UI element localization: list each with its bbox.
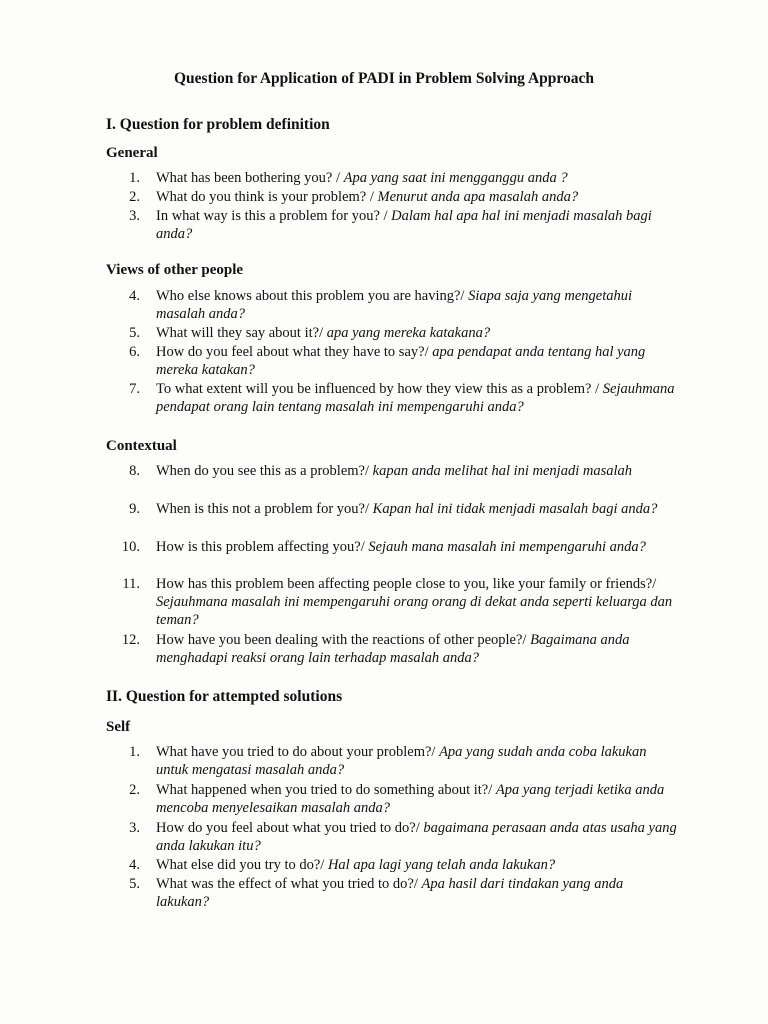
item-number: 11. (122, 576, 140, 592)
item-number: 1. (129, 170, 140, 186)
question-en: To what extent will you be influenced by how they view this as a problem? / (156, 381, 603, 397)
question-en: What was the effect of what you tried to do?/ (156, 876, 422, 892)
question-en: How do you feel about what they have to say?/ (156, 344, 433, 360)
list-item (118, 875, 678, 911)
question-en: What will they say about it?/ (156, 325, 327, 341)
list-item (118, 462, 678, 480)
question-en: What do you think is your problem? / (156, 189, 378, 205)
item-number: 2. (129, 189, 140, 205)
item-number: 5. (129, 876, 140, 892)
question-id: Siapa saja yang mengetahui masalah anda? (156, 288, 633, 322)
question-en: In what way is this a problem for you? / (156, 208, 392, 224)
question-id: Sejauh mana masalah ini mempengaruhi anda? (368, 539, 646, 555)
list-item (118, 819, 678, 855)
question-en: When do you see this as a problem?/ (156, 463, 373, 479)
question-en: What happened when you tried to do something about it?/ (156, 782, 496, 798)
item-number: 2. (129, 782, 140, 798)
question-en: How have you been dealing with the reactions of other people?/ (156, 632, 531, 648)
item-number: 6. (129, 344, 140, 360)
item-number: 10. (121, 539, 140, 555)
question-en: How do you feel about what you tried to do?/ (156, 820, 424, 836)
section-2-heading: II. Question for attempted solutions (106, 688, 343, 705)
question-id: Sejauhmana pendapat orang lain tentang masalah ini mempengaruhi anda? (156, 381, 675, 415)
question-en: When is this not a problem for you?/ (156, 501, 373, 517)
item-number: 4. (129, 857, 140, 873)
list-item (118, 380, 678, 416)
list-item (118, 538, 678, 556)
document-title: Question for Application of PADI in Problem Solving Approach (174, 70, 594, 87)
item-number: 7. (129, 381, 140, 397)
question-en: How is this problem affecting you?/ (156, 539, 369, 555)
views-subheading: Views of other people (106, 262, 244, 278)
question-id: Hal apa lagi yang telah anda lakukan? (327, 857, 556, 873)
question-en: What else did you try to do?/ (156, 857, 328, 873)
item-number: 1. (129, 744, 140, 760)
question-id: apa pendapat anda tentang hal yang mereka katakan? (156, 344, 646, 378)
list-item (118, 343, 678, 379)
question-id: Apa yang saat ini mengganggu anda ? (343, 170, 568, 186)
item-number: 12. (121, 632, 140, 648)
question-id: apa yang mereka katakana? (326, 325, 491, 341)
list-item (118, 500, 678, 518)
item-number: 8. (129, 463, 140, 479)
list-item (118, 781, 678, 817)
question-id: Sejauhmana masalah ini mempengaruhi orang orang di dekat anda seperti keluarga dan teman? (156, 594, 673, 628)
list-item (118, 631, 678, 667)
question-en: What have you tried to do about your problem?/ (156, 744, 440, 760)
list-item (118, 169, 678, 187)
section-1-heading: I. Question for problem definition (106, 116, 330, 133)
general-subheading: General (106, 145, 158, 161)
question-id: Dalam hal apa hal ini menjadi masalah bagi anda? (156, 208, 652, 242)
item-number: 3. (129, 820, 140, 836)
list-item (118, 324, 678, 342)
question-id: kapan anda melihat hal ini menjadi masalah (372, 463, 633, 479)
question-en: Who else knows about this problem you are having?/ (156, 288, 469, 304)
question-id: bagaimana perasaan anda atas usaha yang anda lakukan itu? (156, 820, 677, 854)
contextual-subheading: Contextual (106, 438, 177, 454)
question-id: Apa yang sudah anda coba lakukan untuk mengatasi masalah anda? (156, 744, 647, 778)
question-id: Apa yang terjadi ketika anda mencoba menyelesaikan masalah anda? (156, 782, 665, 816)
item-number: 9. (129, 501, 140, 517)
question-id: Kapan hal ini tidak menjadi masalah bagi anda? (372, 501, 658, 517)
question-id: Bagaimana anda menghadapi reaksi orang lain terhadap masalah anda? (156, 632, 630, 666)
question-id: Apa hasil dari tindakan yang anda lakukan? (156, 876, 624, 910)
self-subheading: Self (106, 719, 131, 735)
question-id: Menurut anda apa masalah anda? (377, 189, 579, 205)
list-item (118, 856, 678, 874)
item-number: 5. (129, 325, 140, 341)
list-item (118, 575, 678, 629)
item-number: 3. (129, 208, 140, 224)
list-item (118, 743, 678, 779)
question-en: What has been bothering you? / (156, 170, 344, 186)
list-item (118, 287, 678, 323)
list-item (118, 207, 678, 243)
question-en: How has this problem been affecting people close to you, like your family or friends?/ (156, 576, 657, 592)
list-item (118, 188, 678, 206)
item-number: 4. (129, 288, 140, 304)
